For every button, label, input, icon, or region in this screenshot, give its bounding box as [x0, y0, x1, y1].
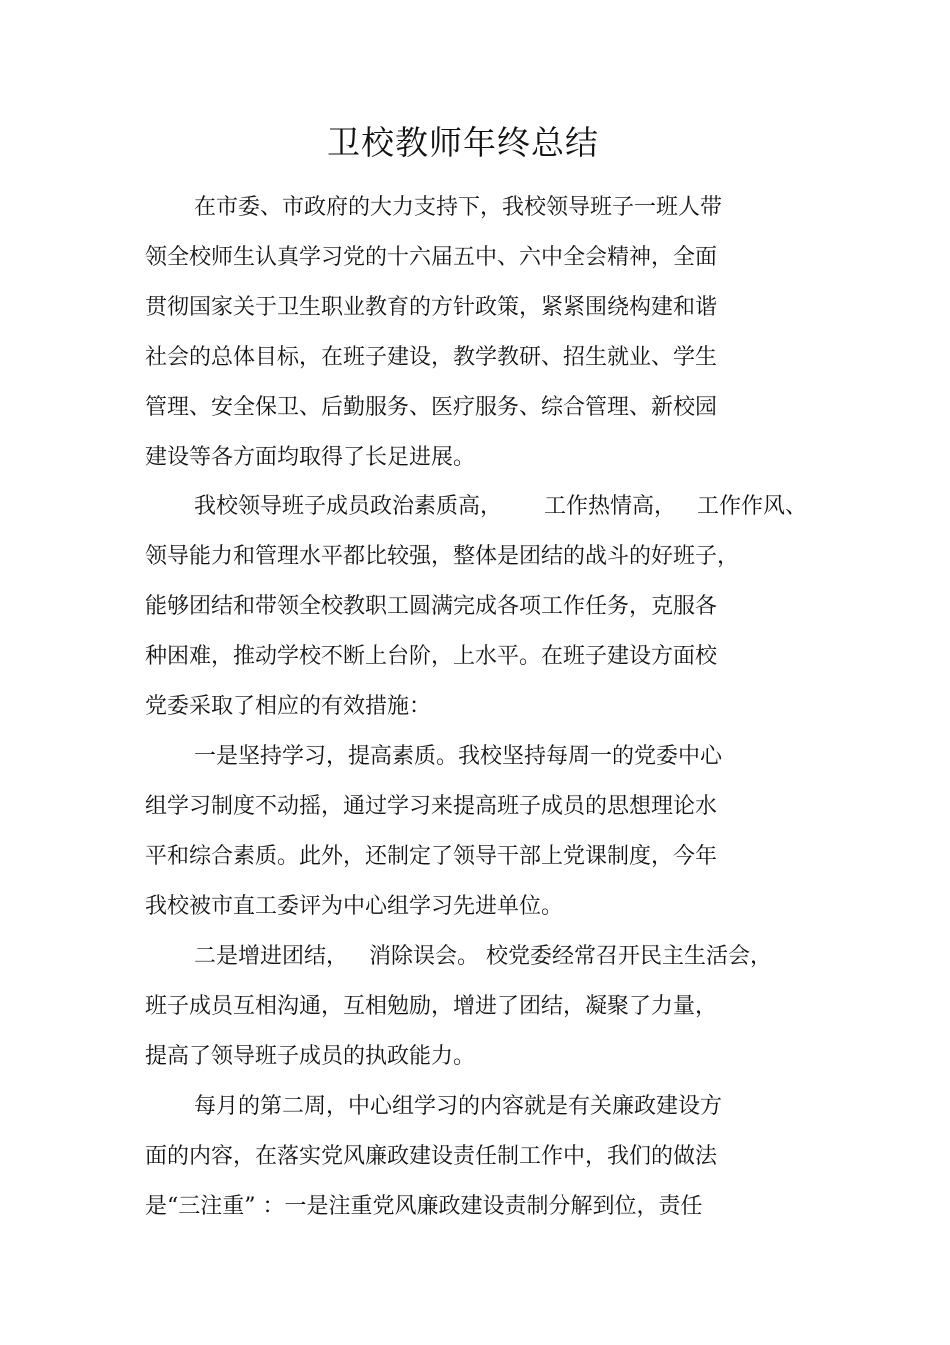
paragraph-line: 建设等各方面均取得了长足进展。 [145, 445, 476, 470]
paragraph-line: 面的内容，在落实党风廉政建设责任制工作中，我们的做法 [145, 1144, 718, 1169]
paragraph-line: 领全校师生认真学习党的十六届五中、六中全会精神，全面 [145, 245, 718, 270]
paragraph-line: 在市委、市政府的大力支持下，我校领导班子一班人带 [194, 195, 723, 220]
paragraph-line: 能够团结和带领全校教职工圆满完成各项工作任务，克服各 [145, 594, 718, 619]
paragraph-line: 是“三注重” ：一是注重党风廉政建设责制分解到位，责任 [145, 1194, 703, 1219]
document-title: 卫校教师年终总结 [327, 123, 599, 162]
paragraph-line: 领导能力和管理水平都比较强，整体是团结的战斗的好班子， [145, 544, 740, 569]
paragraph-line: 平和综合素质。此外，还制定了领导干部上党课制度，今年 [145, 844, 718, 869]
paragraph-line: 种困难，推动学校不断上台阶，上水平。在班子建设方面校 [145, 644, 718, 669]
paragraph-line: 组学习制度不动摇，通过学习来提高班子成员的思想理论水 [145, 794, 718, 819]
paragraph-line: 班子成员互相沟通，互相勉励，增进了团结，凝聚了力量， [145, 994, 718, 1019]
paragraph-line: 二是增进团结， 消除误会。 校党委经常召开民主生活会， [194, 944, 772, 969]
paragraph-line: 我校领导班子成员政治素质高， 工作热情高， 工作作风、 [194, 494, 807, 519]
paragraph-line: 党委采取了相应的有效措施： [145, 694, 432, 719]
paragraph-line: 我校被市直工委评为中心组学习先进单位。 [145, 894, 564, 919]
paragraph-line: 社会的总体目标，在班子建设，教学教研、招生就业、学生 [145, 345, 718, 370]
paragraph-line: 每月的第二周，中心组学习的内容就是有关廉政建设方 [194, 1094, 723, 1119]
paragraph-line: 管理、安全保卫、后勤服务、医疗服务、综合管理、新校园 [145, 395, 718, 420]
paragraph-line: 提高了领导班子成员的执政能力。 [145, 1044, 476, 1069]
paragraph-line: 一是坚持学习，提高素质。我校坚持每周一的党委中心 [194, 744, 723, 769]
paragraph-line: 贯彻国家关于卫生职业教育的方针政策，紧紧围绕构建和谐 [145, 295, 718, 320]
